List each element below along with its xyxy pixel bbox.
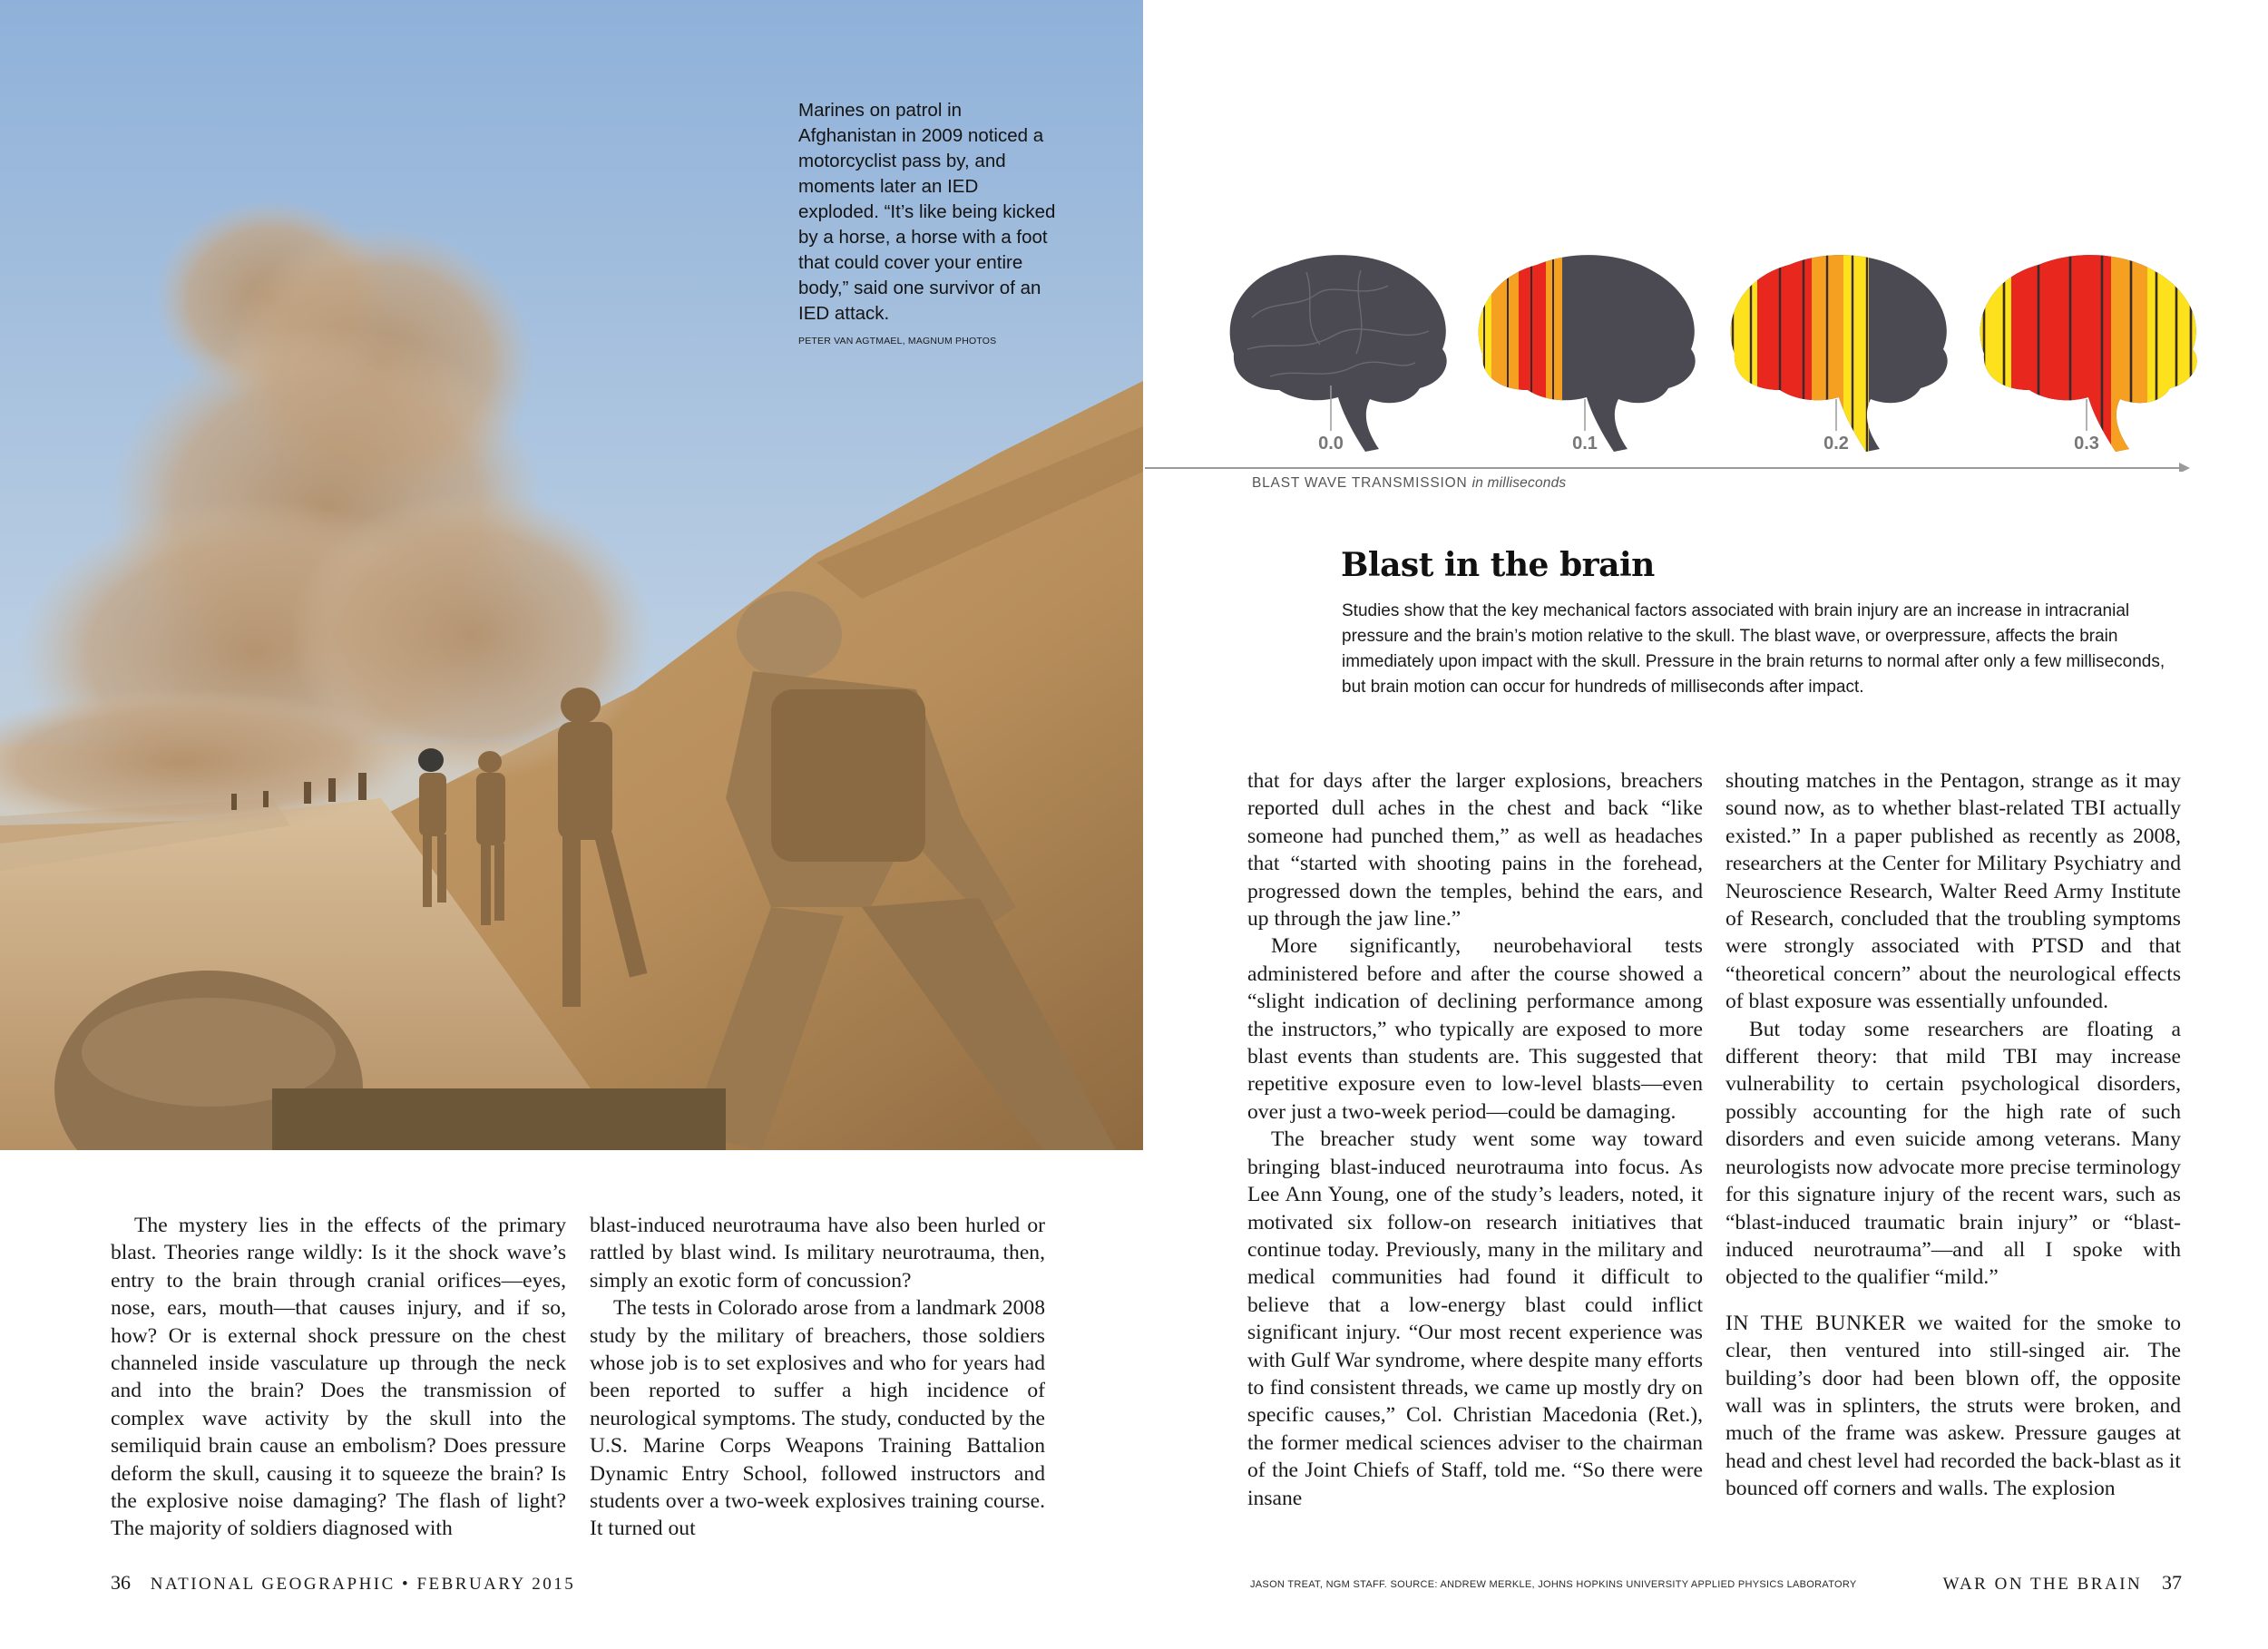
paragraph: The mystery lies in the effects of the primary blast. Theories range wildly: Is it the shock wave’s entry to the brain through cranial orifices—eyes, nose, ears, mouth—that causes injury, and if so, how? Or is external shock pressure on the chest channeled inside vasculature up through the neck and into the brain? Does the transmission of complex wave activity by the skull into the semiliquid brain cause an embolism? Does pressure deform the skull, causing it to squeeze the brain? Is the explosive noise damaging? The flash of light? The majority of soldiers diagnosed with [111, 1214, 566, 1541]
section-lead-in: IN THE BUNKER [1725, 1311, 1907, 1335]
blast-wave-graphic [1145, 218, 2197, 508]
article-column-4 [1725, 767, 2181, 1503]
section-paragraph [1725, 1310, 2181, 1503]
article-column-1 [111, 1212, 566, 1543]
brain-t0 [1230, 255, 1447, 452]
graphic-title: Blast in the brain [1341, 546, 1655, 584]
axis-title-unit: in milliseconds [1471, 475, 1567, 491]
magazine-issue: NATIONAL GEOGRAPHIC • FEBRUARY 2015 [150, 1575, 576, 1594]
brain-t0-3 [1966, 245, 2197, 463]
photo-caption: Marines on patrol in Afghanistan in 2009 noticed a motorcyclist pass by, and moments later an IED exploded. “It’s like being kicked by a horse, a horse with a foot that could cover your entire body,” said one survivor of an IED attack. [798, 100, 1056, 324]
brain-t0-2 [1716, 245, 1948, 463]
right-folio [1943, 1571, 2182, 1595]
axis-title [1252, 475, 1566, 492]
article-column-3 [1247, 767, 1703, 1512]
paragraph: The breacher study went some way toward bringing blast-induced neurotrauma into focus. As Lee Ann Young, one of the study’s leaders, noted, it motivated six follow-on research initiatives that continue today. Previously, many in the military and medical communities had found it difficult to believe that a low-energy blast could inflict significant injury. “Our most recent experience was with Gulf War syndrome, where despite many efforts to find consistent threads, we came up mostly dry on specific causes,” Col. Christian Macedonia (Ret.), the former medical sciences adviser to the chairman of the Joint Chiefs of Staff, told me. “So there were insane [1247, 1127, 1703, 1510]
brain-t0-1 [1464, 245, 1696, 463]
paragraph: But today some researchers are floating a different theory: that mild TBI may increase vulnerability to certain psychological disorders, possibly accounting for the high rate of such disorders and even suicide among veterans. Many neurologists now advocate more precise terminology for this signature injury of the recent wars, such as “blast-induced traumatic brain injury” or “blast-induced neurotrauma”—and all I spoke with objected to the qualifier “mild.” [1725, 1017, 2181, 1290]
page-number-left: 36 [111, 1571, 131, 1594]
paragraph: that for days after the larger explosions, breachers reported dull aches in the chest and back “like someone had punched them,” as well as headaches that “started with shooting pains in the forehead, progressed down the temples, behind the ears, and up through the jaw line.” [1247, 769, 1703, 932]
tick-label-3: 0.3 [2074, 434, 2099, 454]
graphic-credit: JASON TREAT, NGM STAFF. SOURCE: ANDREW MERKLE, JOHNS HOPKINS UNIVERSITY APPLIED PHYSICS LABORATORY [1250, 1579, 1857, 1590]
page-number-right: 37 [2162, 1571, 2182, 1594]
tick-label-2: 0.2 [1823, 434, 1849, 454]
paragraph: The tests in Colorado arose from a landmark 2008 study by the military of breachers, those soldiers whose job is to set explosives and who for years had been reported to suffer a high incidence of neurological symptoms. The study, conducted by the U.S. Marine Corps Weapons Training Battalion Dynamic Entry School, followed instructors and students over a two-week explosives training course. It turned out [590, 1296, 1045, 1541]
article-column-2 [590, 1212, 1045, 1543]
tick-label-0: 0.0 [1318, 434, 1344, 454]
tick-label-1: 0.1 [1572, 434, 1598, 454]
axis-arrow-icon [2179, 463, 2190, 472]
graphic-description: Studies show that the key mechanical factors associated with brain injury are an increase in intracranial pressure and the brain’s motion relative to the skull. The blast wave, or overpressure, affects the brain immediately upon impact with the skull. Pressure in the brain returns to normal after only a few milliseconds, but brain motion can occur for hundreds of milliseconds after impact. [1342, 601, 2165, 697]
photo-credit: PETER VAN AGTMAEL, MAGNUM PHOTOS [798, 336, 997, 346]
axis-title-main: BLAST WAVE TRANSMISSION [1252, 475, 1468, 491]
section-title: WAR ON THE BRAIN [1942, 1575, 2143, 1594]
brain-illustrations [1145, 218, 2197, 472]
paragraph: More significantly, neurobehavioral tests administered before and after the course showed a “slight indication of declining performance among the instructors,” who typically are exposed to more blast events than students are. This suggested that repetitive exposure even to low-level blasts—even over just a two-week period—could be damaging. [1247, 934, 1703, 1124]
left-folio [111, 1571, 575, 1595]
paragraph-text: we waited for the smoke to clear, then ventured into still-singed air. The building’s door had been blown off, the opposite wall was in splinters, the struts were broken, and much of the frame was askew. Pressure gauges at head and chest level had recorded the back-blast as it bounced off corners and walls. The explosion [1725, 1311, 2181, 1501]
paragraph: shouting matches in the Pentagon, strange as it may sound now, as to whether blast-related TBI actually existed.” In a paper published as recently as 2008, researchers at the Center for Military Psychiatry and Neuroscience Research, Walter Reed Army Institute of Research, concluded that the troubling symptoms were strongly associated with PTSD and that “theoretical concern” about the neurological effects of blast exposure was essentially unfounded. [1725, 769, 2181, 1014]
paragraph: blast-induced neurotrauma have also been hurled or rattled by blast wind. Is military neurotrauma, then, simply an exotic form of concussion? [590, 1214, 1045, 1293]
